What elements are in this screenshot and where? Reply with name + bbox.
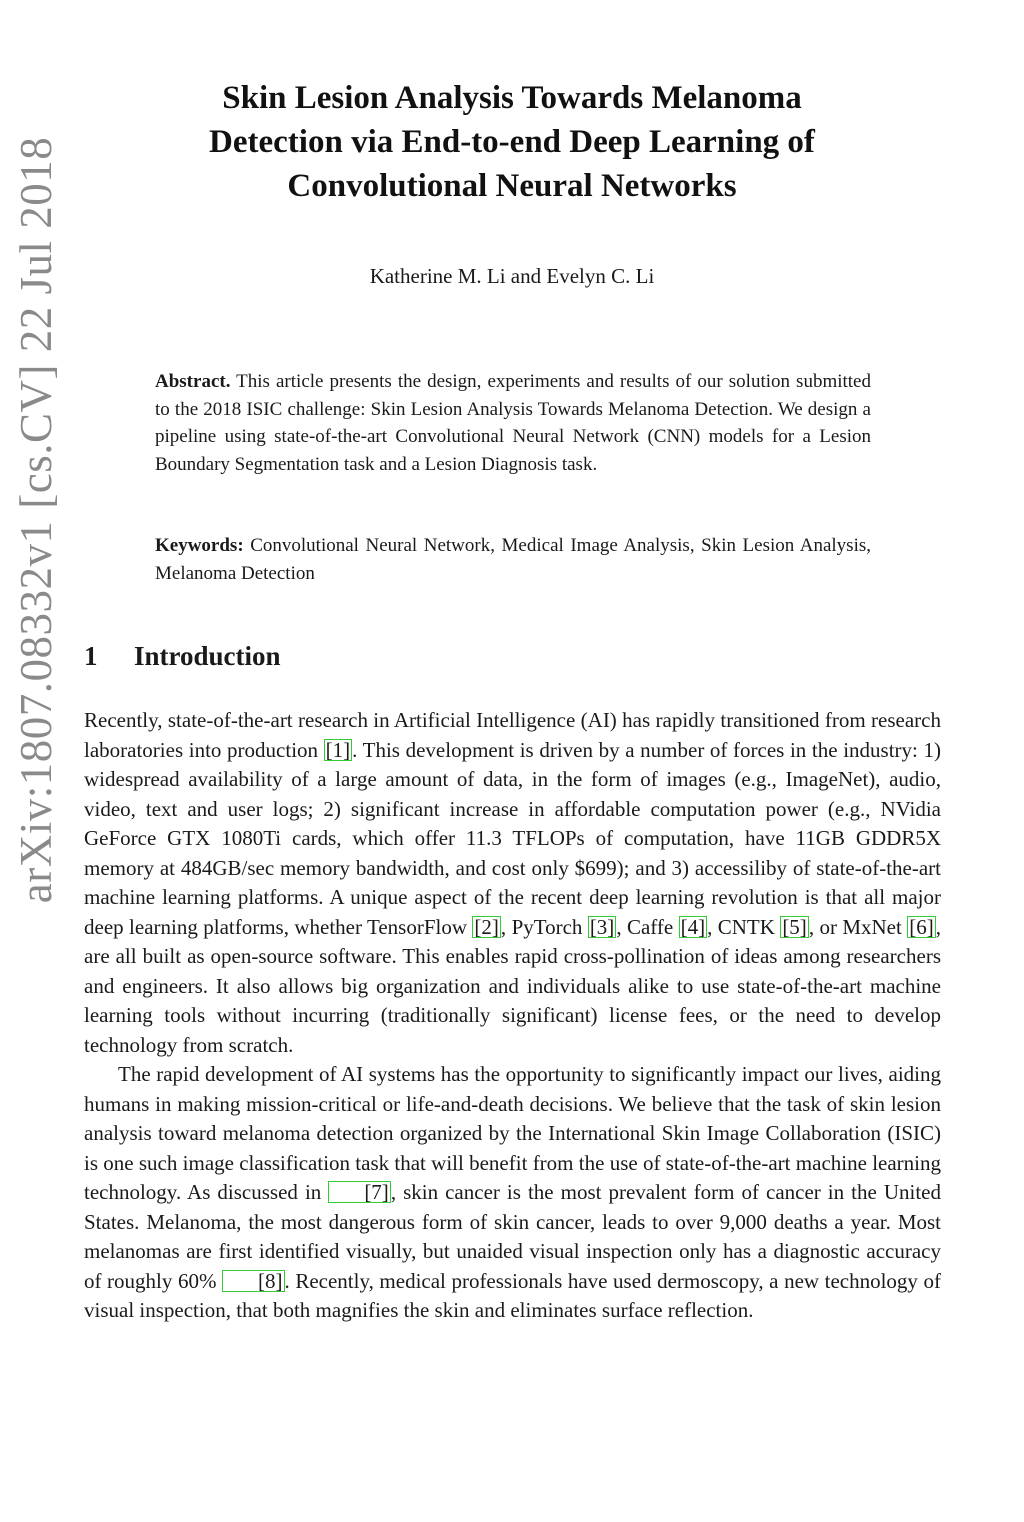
text-run: Recently, state-of-the-art research in Artificial Intelligence (AI) has rapidly transitioned from research laboratories into production (84, 708, 941, 762)
title-line-1: Skin Lesion Analysis Towards Melanoma (222, 80, 802, 116)
authors: Katherine M. Li and Evelyn C. Li (369, 264, 655, 288)
text-run: . Recently, medical professionals have used dermoscopy, a new technology of visual inspection, that both magnifies the skin and eliminates surface reflection. (84, 1268, 941, 1322)
citation-link-3[interactable]: [3] (589, 914, 615, 939)
text-run: . This development is driven by a number of forces in the industry: 1) widespread availability of a large amount of data, in the form of images (e.g., ImageNet), audio, video, text and user logs; 2) significant increase in affordable computation power (e.g., NVidia GeForce GTX 1080Ti cards, which offer 11.3 TFLOPs of computation, have 11GB GDDR5X memory at 484GB/sec memory bandwidth, and cost only $699); and 3) accessiliby of state-of-the-art machine learning platforms. A unique aspect of the recent deep learning revolution is that all major deep learning platforms, whether TensorFlow (84, 737, 941, 939)
text-run: , CNTK (707, 914, 781, 939)
citation-link-2[interactable]: [2] (474, 914, 499, 939)
citation-link-6[interactable]: [6] (909, 914, 934, 939)
title-line-2: Detection via End-to-end Deep Learning of (209, 124, 815, 160)
text-run: The rapid development of AI systems has the opportunity to significantly impact our lives, aiding humans in making mission-critical or life-and-death decisions. We believe that the task of skin lesion analysis toward melanoma detection organized by the International Skin Image Collaboration (ISIC) is one such image classification task that will benefit from the use of state-of-the-art machine learning technology. As discussed in (84, 1062, 941, 1204)
keywords-text: Convolutional Neural Network, Medical Image Analysis, Skin Lesion Analysis, Melanoma Detection (155, 535, 871, 584)
section-title: Introduction (134, 641, 281, 671)
paper-title (112, 76, 912, 208)
paragraph-2 (84, 1060, 941, 1326)
text-run: , skin cancer is the most prevalent form of cancer in the United States. Melanoma, the most dangerous form of skin cancer, leads to over 9,000 deaths a year. Most melanomas are first identified visually, but unaided visual inspection only has a diagnostic accuracy of roughly 60% (84, 1180, 941, 1293)
citation-link-5[interactable]: [5] (782, 914, 807, 939)
section-heading-introduction (84, 638, 281, 674)
text-run: , PyTorch (500, 914, 588, 939)
citation-link-4[interactable]: [4] (680, 914, 706, 939)
text-run: , are all built as open-source software. This enables rapid cross-pollination of ideas among researchers and engineers. It also allows big organization and individuals alike to use state-of-the-art machine learning tools without incurring (traditionally significant) license fees, or the need to develop technology from scratch. (84, 914, 941, 1057)
abstract-text: This article presents the design, experiments and results of our solution submitted to the 2018 ISIC challenge: Skin Lesion Analysis Towards Melanoma Detection. We design a pipeline using state-of-the-art Convolutional Neural Network (CNN) models for a Lesion Boundary Segmentation task and a Lesion Diagnosis task. (155, 371, 871, 475)
abstract-label: Abstract. (155, 371, 231, 392)
text-run: , Caffe (616, 914, 679, 939)
abstract (155, 368, 871, 478)
arxiv-identifier: arXiv:1807.08332v1 [cs.CV] 22 Jul 2018 (11, 136, 61, 904)
title-line-3: Convolutional Neural Networks (287, 168, 737, 204)
citation-link-7[interactable]: [7] (328, 1181, 391, 1203)
citation-link-1[interactable]: [1] (325, 737, 351, 762)
section-number: 1 (84, 641, 98, 671)
text-run: , or MxNet (808, 914, 908, 939)
keywords (155, 532, 871, 587)
introduction-body (84, 706, 941, 1326)
paragraph-1 (84, 706, 941, 1060)
citation-link-8[interactable]: [8] (222, 1270, 285, 1292)
keywords-label: Keywords: (155, 535, 244, 556)
